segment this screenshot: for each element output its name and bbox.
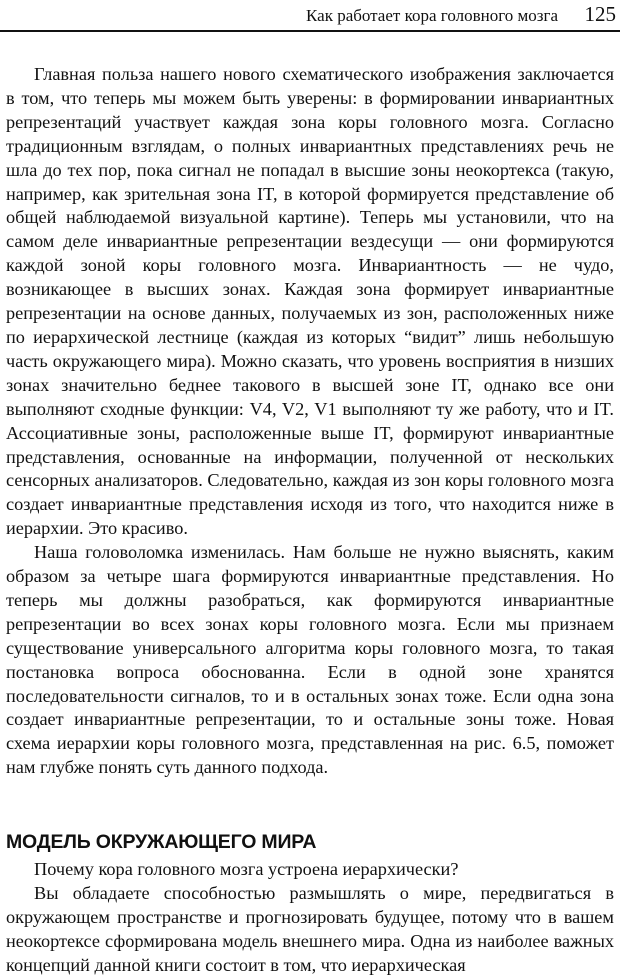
paragraph: Наша головоломка изменилась. Нам больше не нужно выяснять, каким образом за четыре шага формируются инвариантные представления. Но теперь мы должны разобраться, как формируются инвариантные репрезентации во всех зонах коры головного мозга. Если мы признаем существование универсального алгоритма коры головного мозга, то такая постановка вопроса обоснованна. Если в одной зоне хранятся последовательности сигналов, то и в остальных зонах тоже. Если одна зона создает инвариантные репрезентации, то и остальные зоны тоже. Новая схема иерархии коры головного мозга, представленная на рис. 6.5, поможет нам глубже понять суть данного подхода.: [6, 542, 614, 778]
page-body: [6, 63, 614, 978]
page-number: 125: [584, 2, 616, 26]
paragraph: Вы обладаете способностью размышлять о мире, передвигаться в окружающем пространстве и прогнозировать будущее, потому что в вашем неокортексе сформирована модель внешнего мира. Одна из наиболее важных концепций данной книги состоит в том, что иерархическая: [6, 883, 614, 975]
paragraph: Почему кора головного мозга устроена иерархически?: [34, 859, 459, 880]
paragraph: Главная польза нашего нового схематического изображения заключается в том, что теперь мы можем быть уверены: в формировании инвариантных репрезентаций участвует каждая зона коры головного мозга. Согласно традиционным взглядам, о полных инвариантных представлениях речь не шла до тех пор, пока сигнал не попадал в высшие зоны неокортекса (такую, например, как зрительная зона IT, в которой формируется представление об общей наблюдаемой визуальной картине). Теперь мы установили, что на самом деле инвариантные репрезентации вездесущи — они формируются каждой зоной коры головного мозга. Инвариантность — не чудо, возникающее в высших зонах. Каждая зона формирует инвариантные репрезентации на основе данных, получаемых из зон, расположенных ниже по иерархической лестнице (каждая из которых “видит” лишь небольшую часть окружающего мира). Можно сказать, что уровень восприятия в низших зонах значительно беднее такового в высшей зоне IT, однако все они выполняют сходные функции: V4, V2, V1 выполняют ту же работу, что и IT. Ассоциативные зоны, расположенные выше IT, формируют инвариантные представления, основанные на информации, полученной от нескольких сенсорных анализаторов. Следовательно, каждая из зон коры головного мозга создает инвариантные представления исходя из того, что находится ниже в иерархии. Это красиво.: [6, 64, 614, 539]
page-header: [0, 0, 620, 32]
running-title: Как работает кора головного мозга: [306, 6, 558, 25]
section-heading: МОДЕЛЬ ОКРУЖАЮЩЕГО МИРА: [6, 831, 317, 854]
